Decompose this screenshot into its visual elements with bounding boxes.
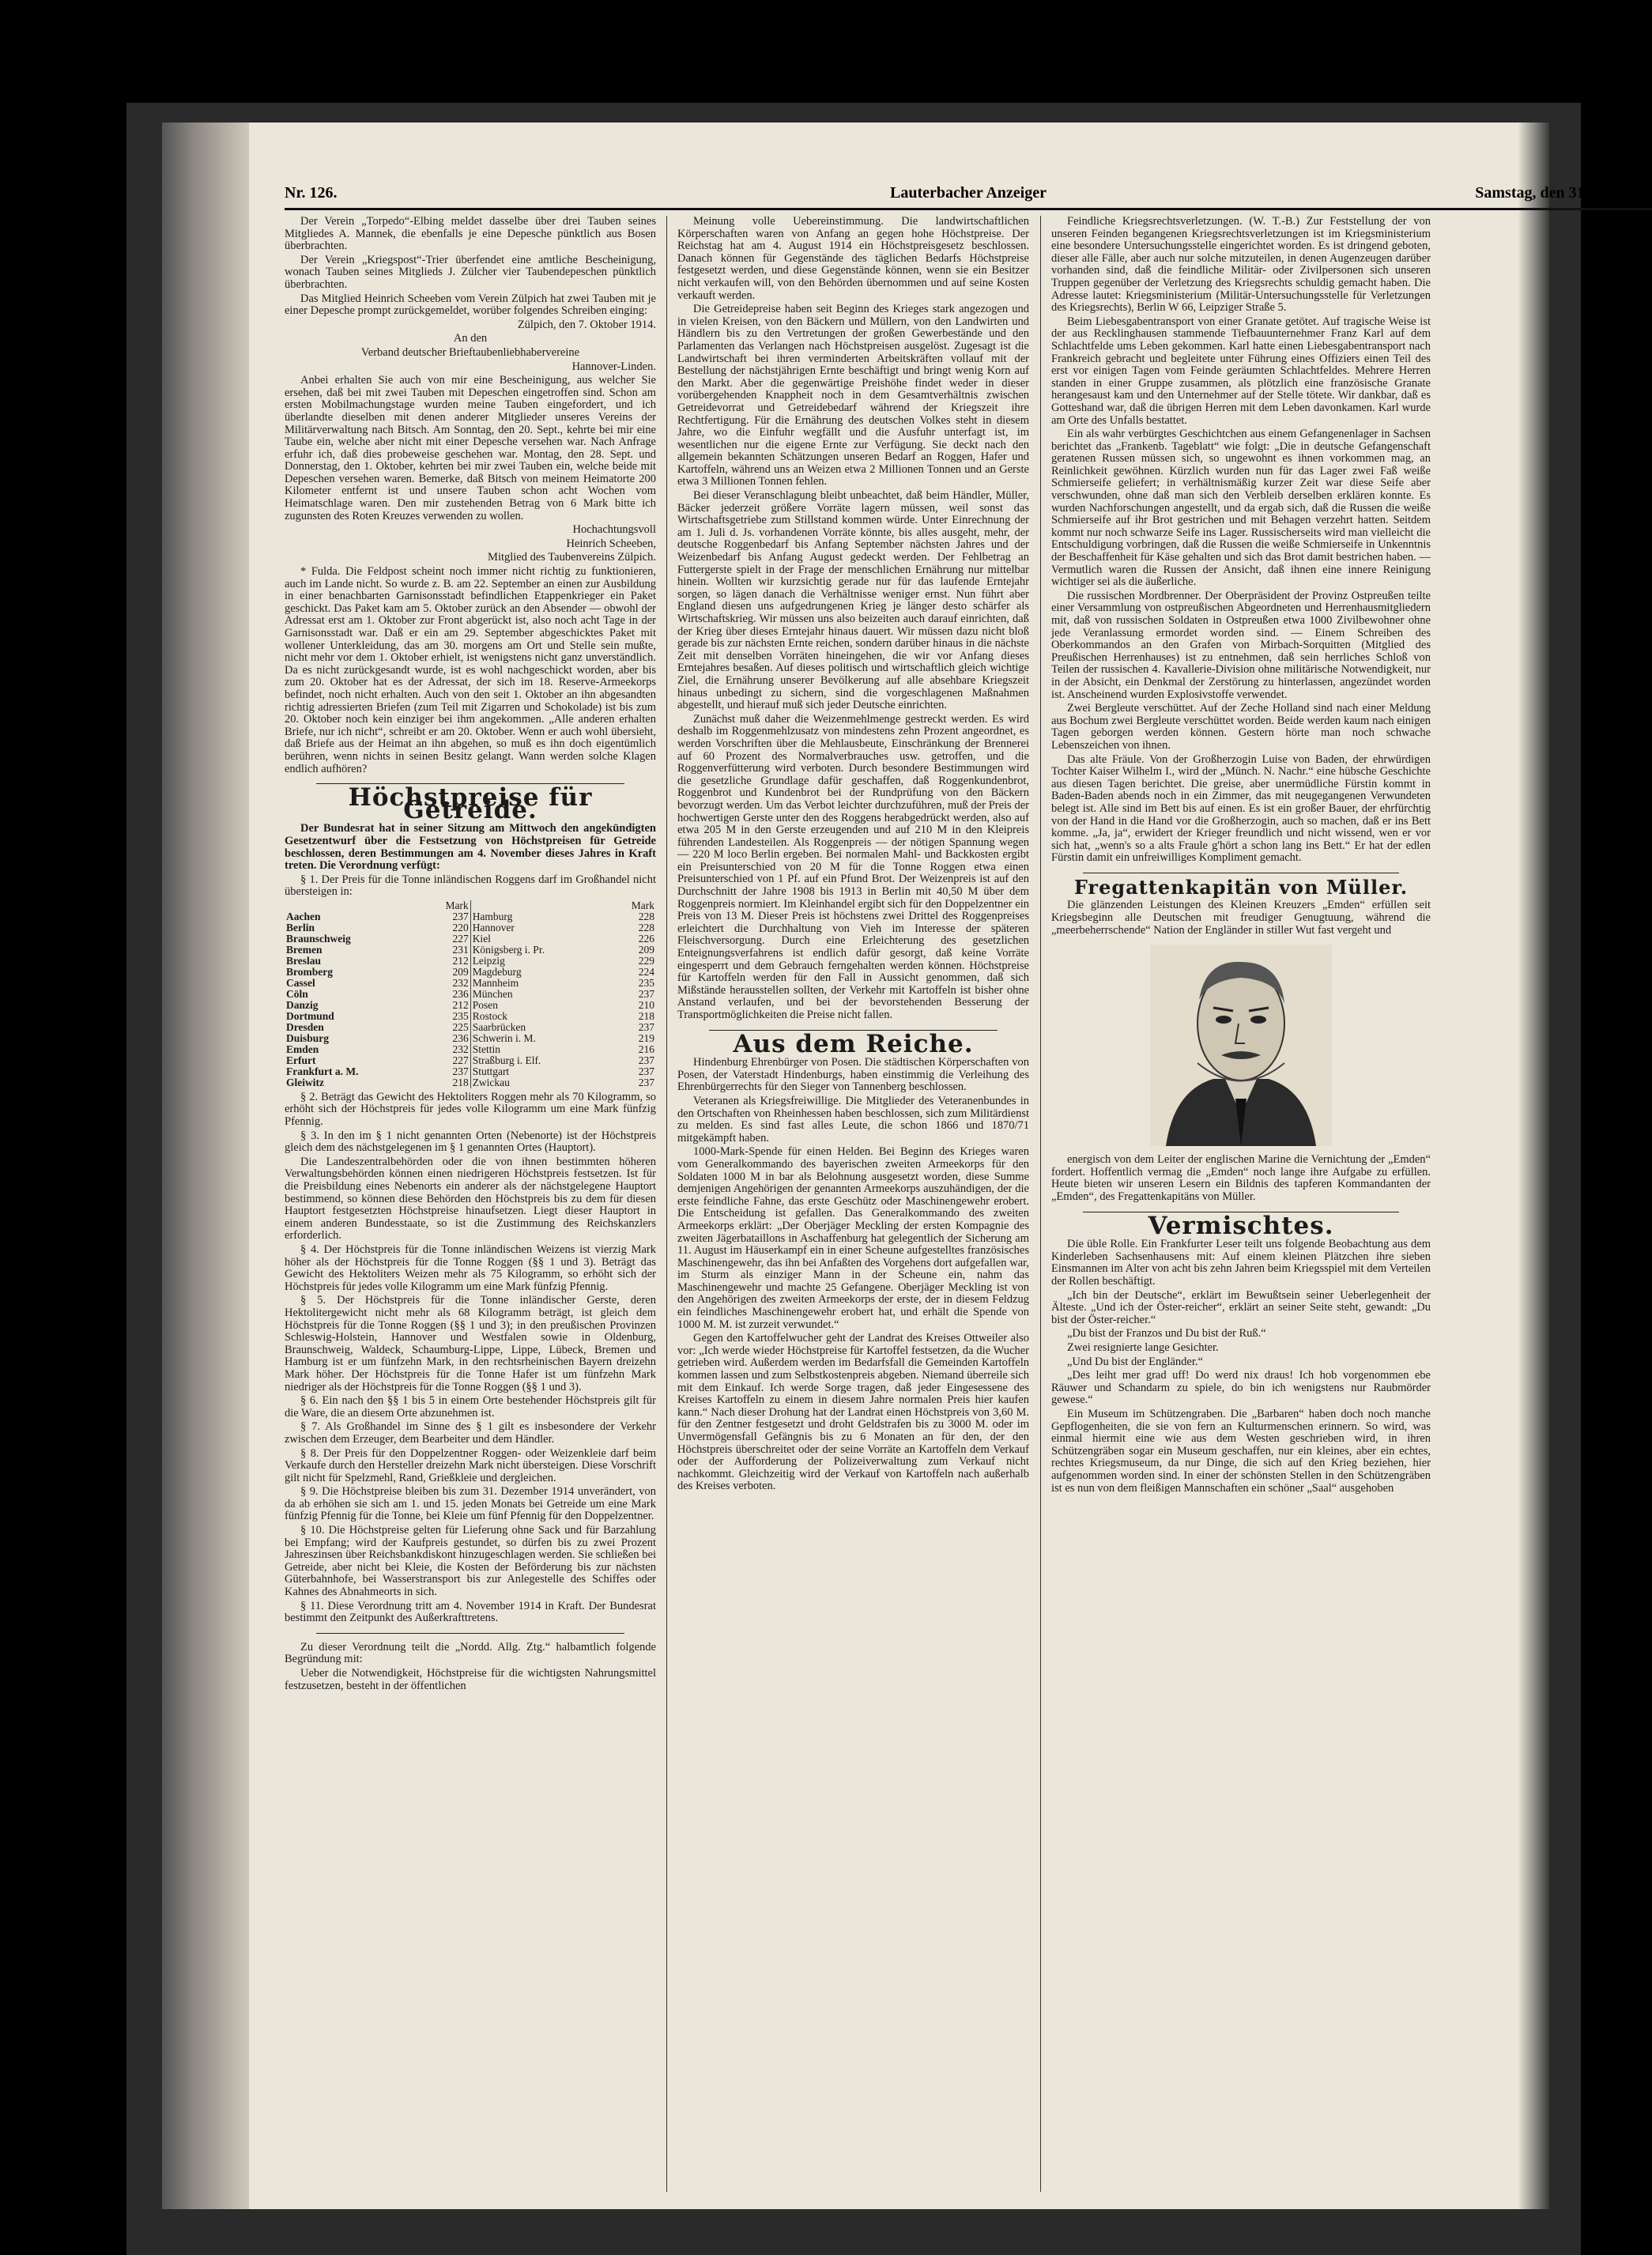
- city-name: Braunschweig: [286, 932, 351, 945]
- issue-number: Nr. 126.: [285, 184, 338, 202]
- price-value: 232: [422, 978, 470, 989]
- city-name: Dresden: [286, 1020, 324, 1033]
- city-name: Breslau: [286, 954, 322, 967]
- letter-place-date: Zülpich, den 7. Oktober 1914.: [517, 318, 656, 331]
- price-row: [285, 1077, 656, 1088]
- letter-signature: Heinrich Scheeben,: [566, 537, 656, 550]
- price-value: 232: [422, 1044, 470, 1055]
- article-paragraph: Zunächst muß daher die Weizenmehlmenge gestreckt werden. Es wird deshalb im Roggenmehlzusatz von mindestens zehn Prozent angeordnet, es werden Vorschriften über die Mehlausbeute, Einschränkung der Brennerei auf 60 Prozent des Normalverbrauches usw. getroffen, und die Roggenverfütterung wird verboten. Durch besondere Bestimmungen wird die gesetzliche Grundlage dafür geschaffen, daß Roggenkundenbrot, Roggenbrot und Kundenbrot bei der Rundprüfung von den Bäckern bevorzugt werden. Um das Verbot leichter durchzuführen, muß der Preis der hochwertigen Gerste unter den des Roggens herabgedrückt werden, also auf etwa 205 M in den Gerste erzeugenden und auf 210 M in den Kleipreis führenden Landesteilen. Als Roggenpreis — der nötigen Spannung wegen — 220 M loco Berlin ergeben. Bei normalen Mahl- und Backkosten ergibt ein Preisunterschied von 20 M für die Tonne Roggen etwa einen Preisunterschied von 1 Pf. auf ein Pfund Brot. Der Weizenpreis ist auf den Durchschnitt der Jahre 1908 bis 1913 in Berlin mit 40,50 M über dem Roggenpreis normiert. Im Kleinhandel ergibt sich für den Doppelzentner ein Preis von 13 M. Dieser Preis ist höchstens zwei Drittel des Roggenpreises erleichtert die Durchhaltung von Vieh im Interesse der späteren Fleischversorgung. Durch eine Erleichterung des gesetzlichen Enteignungsverfahrens ist endlich dafür gesorgt, daß keine Vorräte eingesperrt und dem Gebrauch ferngehalten werden können. Höchstpreise für Kartoffeln werden für den Fall in Aussicht genommen, daß sich Mißstände herausstellen sollten, der Verkehr mit Kartoffeln ist bisher ohne Anstand verlaufen, und bei der bevorstehenden Besserung der Transportmöglichkeiten die Preise nicht fallen.: [677, 712, 1029, 1021]
- city-name: Cöln: [286, 987, 308, 1000]
- price-value: 210: [638, 998, 654, 1011]
- city-name: Danzig: [286, 998, 319, 1011]
- news-item: Veteranen als Kriegsfreiwillige. Die Mitglieder des Veteranenbundes in den Ortschaften von Rheinhessen haben beschlossen, sich zum Militärdienst zu melden. Es sind fast alles Leute, die schon 1866 und 1870/71 mitgekämpft haben.: [677, 1094, 1029, 1144]
- price-row: [285, 967, 656, 978]
- letter-signature-title: Mitglied des Taubenvereins Zülpich.: [488, 551, 656, 564]
- city-name: Straßburg i. Elf.: [472, 1054, 541, 1066]
- price-row: [285, 978, 656, 989]
- article-paragraph: Die glänzenden Leistungen des Kleinen Kreuzers „Emden“ erfüllen seit Kriegsbeginn alle Deutschen mit freudiger Genugtuung, während die „meerbeherrschende“ Nation der Engländer in stiller Wut fast vergeht und: [1051, 899, 1431, 937]
- mark-column-label: Mark: [422, 900, 470, 911]
- price-value: 228: [638, 910, 654, 922]
- city-name: Frankfurt a. M.: [286, 1065, 359, 1077]
- news-item: Zwei resignierte lange Gesichter.: [1067, 1341, 1219, 1354]
- price-value: 212: [422, 956, 470, 967]
- price-value: 209: [422, 967, 470, 978]
- city-name: Gleiwitz: [286, 1076, 324, 1088]
- city-name: Magdeburg: [472, 965, 522, 978]
- column-3: [1051, 216, 1431, 2208]
- city-name: Emden: [286, 1043, 319, 1055]
- price-value: 229: [638, 954, 654, 967]
- city-name: Aachen: [286, 910, 321, 922]
- news-item: Die üble Rolle. Ein Frankfurter Leser teilt uns folgende Beobachtung aus dem Kinderleben Sachsenhausens mit: Auf einem kleinen Plätzchen ihre sieben Einsmannen im Alter von acht bis zehn Jahren beim Kriegsspiel mit dem Verteilen der Rollen beschäftigt.: [1051, 1238, 1431, 1288]
- mark-column-label: Mark: [631, 899, 654, 911]
- price-row: [285, 911, 656, 922]
- price-value: 237: [638, 987, 654, 1000]
- city-name: Stuttgart: [472, 1065, 510, 1077]
- price-value: 219: [638, 1031, 654, 1044]
- decree-paragraph: § 3. In den im § 1 nicht genannten Orten (Nebenorte) ist der Höchstpreis gleich dem des nächstgelegenen im § 1 genannten Ortes (Hauptort).: [285, 1129, 656, 1155]
- news-item: Hindenburg Ehrenbürger von Posen. Die städtischen Körperschaften von Posen, der Vaterstadt Hindenburgs, haben einstimmig die Verleihung des Ehrenbürgerrechts für den Sieger von Tannenberg beschlossen.: [677, 1056, 1029, 1094]
- price-row: [285, 1044, 656, 1055]
- city-name: Erfurt: [286, 1054, 316, 1066]
- news-item: „Des leiht mer grad uff! Do werd nix draus! Ich hob vorgenommen ebe Räuwer und Schandarm zu spiele, do bin ich wenigstens nur Raubmörder gewese.“: [1051, 1369, 1431, 1407]
- price-row: [285, 945, 656, 956]
- decree-paragraph: § 9. Die Höchstpreise bleiben bis zum 31. Dezember 1914 unverändert, von da ab erhöhen sie sich am 1. und 15. jeden Monats bei Getreide um eine Mark fünfzig Pfennig für die Tonne, bei Kleie um fünf Pfennig für den Doppelzentner.: [285, 1485, 656, 1523]
- decree-paragraph: § 1. Der Preis für die Tonne inländischen Roggens darf im Großhandel nicht übersteigen in:: [285, 873, 656, 899]
- news-item: Ein Museum im Schützengraben. Die „Barbaren“ haben doch noch manche Gepflogenheiten, die sie von fern an Kulturmenschen erinnern. So wird, was einmal hiermit eine wie aus dem Westen geschrieben wird, in ihren Schützengräben sogar ein Museum geschaffen, nur ein kleines, aber ein echtes, rechtes Kriegsmuseum, da nur Dinge, die sich auf den Krieg beziehen, hier aufgenommen worden sind. In einer der schönsten Stellen in den Schützengräben ist es nun von dem fleißigen Mannschaften ein schöner „Saal“ ausgehoben: [1051, 1407, 1431, 1495]
- price-value: 216: [638, 1043, 654, 1055]
- news-item: Beim Liebesgabentransport von einer Granate getötet. Auf tragische Weise ist der aus Recklinghausen stammende Tiefbauunternehmer Franz Karl auf dem Schlachtfelde ums Leben gekommen. Karl hatte einen Liebesgabentransport nach Frankreich gebracht und begleitete unter Führung eines Offiziers einen Teil des erst vor einigen Tagen vom Feinde geräumten Schlachtfeldes. Mehrere Herren standen in einer Gruppe zusammen, als plötzlich eine französische Granate herangesaust kam und den Unternehmer auf der Stelle tötete. Wir dankbar, daß es Gotteshand war, daß die übrigen Herren mit dem Leben davonkamen. Karl wurde am Orte des Unfalls bestattet.: [1051, 315, 1431, 427]
- news-item: „Ich bin der Deutsche“, erklärt im Bewußtsein seiner Ueberlegenheit der Älteste. „Und ich der Öster-reicher“, erklärt an seiner Seite steht, gewandt: „Du bist der Öster-reicher.“: [1051, 1288, 1431, 1326]
- article-paragraph: Der Verein „Torpedo“-Elbing meldet dasselbe über drei Tauben seines Mitgliedes A. Mannek, die ebenfalls je eine Depesche pünktlich aus Bosen überbrachten.: [285, 215, 656, 253]
- column-2: [677, 216, 1029, 2208]
- price-value: 236: [422, 989, 470, 1000]
- price-row: [285, 1022, 656, 1033]
- newspaper-title: Lauterbacher Anzeiger: [890, 184, 1047, 202]
- price-value: 228: [638, 921, 654, 933]
- price-value: 236: [422, 1033, 470, 1044]
- column-divider: [1040, 216, 1041, 2192]
- decree-paragraph: § 11. Diese Verordnung tritt am 4. November 1914 in Kraft. Der Bundesrat bestimmt den Zeitpunkt des Außerkrafttretens.: [285, 1599, 656, 1625]
- price-row: [285, 989, 656, 1000]
- decree-paragraph: § 7. Als Großhandel im Sinne des § 1 gilt es insbesondere der Verkehr zwischen dem Erzeuger, dem Bearbeiter und dem Händler.: [285, 1420, 656, 1446]
- price-value: 218: [638, 1009, 654, 1022]
- section-heading: Vermischtes.: [1148, 1211, 1334, 1240]
- city-name: Dortmund: [286, 1009, 334, 1022]
- price-table: [285, 900, 656, 1088]
- page-header: [285, 184, 1652, 210]
- city-name: Hannover: [472, 921, 515, 933]
- city-name: Berlin: [286, 921, 315, 933]
- city-name: Bromberg: [286, 965, 333, 978]
- city-name: Duisburg: [286, 1031, 330, 1044]
- price-value: 220: [422, 922, 470, 933]
- price-row: [285, 1055, 656, 1066]
- article-paragraph: Ueber die Notwendigkeit, Höchstpreise für die wichtigsten Nahrungsmittel festzusetzen, besteht in der öffentlichen: [285, 1667, 656, 1692]
- decree-intro: Der Bundesrat hat in seiner Sitzung am Mittwoch den angekündigten Gesetzentwurf über die Festsetzung von Höchstpreisen für Getreide beschlossen, deren Bestimmungen am 4. November dieses Jahres in Kraft treten. Die Verordnung verfügt:: [285, 822, 656, 873]
- news-item: Die russischen Mordbrenner. Der Oberpräsident der Provinz Ostpreußen teilte einer Versammlung von ostpreußischen Abgeordneten und Herrenhausmitgliedern mit, daß von russischen Soldaten in Ostpreußen etwa 1000 Zivilbewohner ohne jede Veranlassung ermordet worden sind. — Einem Schreiben des Oberkommandos an den Grafen von Mirbach-Sorquitten (Mitglied des Preußischen Herrenhauses) ist zu entnehmen, daß sein herrliches Schloß von Teilen der russischen 4. Kavallerie-Division ohne militärische Notwendigkeit, nur in der Absicht, ein Denkmal der Zerstörung zu hinterlassen, angezündet worden ist. Anscheinend wurden Explosivstoffe verwendet.: [1051, 589, 1431, 701]
- price-row: [285, 922, 656, 933]
- section-heading: Aus dem Reiche.: [733, 1029, 974, 1058]
- price-value: 225: [422, 1022, 470, 1033]
- article-paragraph: Der Verein „Kriegspost“-Trier überfendet eine amtliche Bescheinigung, wonach Tauben seines Mitglieds J. Zülcher vier Taubendepeschen pünktlich überbrachten.: [285, 253, 656, 291]
- decree-paragraph: § 10. Die Höchstpreise gelten für Lieferung ohne Sack und für Barzahlung bei Empfang; wird der Kaufpreis gestundet, so dürfen bis zu zwei Prozent Jahreszinsen über Reichsbankdiskont hinzugeschlagen werden. Sie schließen bei Getreide, aber nicht bei Kleie, die Kosten der Beförderung bis zur nächsten Güterbahnhofe, bei Wasserstransport bis zur Anlegestelle des Schiffes oder Kahnes des Abnahmeorts in sich.: [285, 1524, 656, 1599]
- price-row: [285, 1066, 656, 1077]
- decree-paragraph: § 6. Ein nach den §§ 1 bis 5 in einem Orte bestehender Höchstpreis gilt für die Ware, die an diesem Orte abzunehmen ist.: [285, 1394, 656, 1420]
- price-row: [285, 1000, 656, 1011]
- letter-closing: Hochachtungsvoll: [572, 523, 656, 537]
- price-value: 237: [422, 911, 470, 922]
- article-paragraph: Bei dieser Veranschlagung bleibt unbeachtet, daß beim Händler, Müller, Bäcker jederzeit größere Vorräte lagern müssen, weil sonst das Wirtschaftsgetriebe zum Stillstand kommen würde. Unter Einrechnung der am 1. Juli d. Js. vorhandenen Vorräte könnte, bis alles ausgeht, mehr, der deutsche Roggenbedarf bis Anfang September nächsten Jahres und der Weizenbedarf bis Anfang August gedeckt werden. Der Fehlbetrag an Futtergerste spielt in der Frage der menschlichen Ernährung nur mittelbar hinein. Wollten wir kurzsichtig gerade nur für das laufende Erntejahr sorgen, so lägen danach die Verhältnisse weniger ernst. Nun führt aber England diesen uns aufgedrungenen Krieg je länger desto schärfer als Wirtschaftskrieg. Wir müssen uns also beizeiten auch darauf einrichten, daß der Krieg über dieses Erntejahr hinaus dauert. Wir müssen dazu nicht bloß gerade bis zur nächsten Ernte reichen, sondern darüber hinaus in die nächste Zeit mit denselben Vorräten hineingehen, die wir vor Anfang dieses Erntejahres besaßen. Auf dieses politisch und wirtschaftlich gleich wichtige Ziel, die Ernährung unserer Bevölkerung auf alle absehbare Kriegszeit hinaus unbedingt zu sichern, sind die vorgeschlagenen Maßnahmen abgestellt, und hierauf muß sich jeder Deutsche einrichten.: [677, 489, 1029, 712]
- city-name: Schwerin i. M.: [472, 1031, 536, 1044]
- price-row: [285, 956, 656, 967]
- price-row: [285, 933, 656, 945]
- city-name: Hamburg: [472, 910, 513, 922]
- section-heading: Höchstpreise für Getreide.: [348, 783, 593, 824]
- article-paragraph: Zu dieser Verordnung teilt die „Nordd. Allg. Ztg.“ halbamtlich folgende Begründung mit:: [285, 1640, 656, 1666]
- price-value: 237: [638, 1076, 654, 1088]
- price-value: 237: [638, 1054, 654, 1066]
- fulda-article: * Fulda. Die Feldpost scheint noch immer nicht richtig zu funktionieren, auch im Lande nicht. So wurde z. B. am 22. September an einen zur Ausbildung in einer benachbarten Garnisonsstadt befindlichen Etappenkrieger ein Paket geschickt. Das Paket kam am 5. Oktober zurück an den Absender — obwohl der Adressat erst am 1. Oktober zur Front abgerückt ist, also noch acht Tage in der Garnisonsstadt war. Daß er ein am 29. September abgeschicktes Paket mit wollener Unterkleidung, das am 30. morgens am Ort und Stelle sein mußte, nicht mehr vor dem 1. Oktober erhielt, ist wenigstens nicht ganz unverständlich. Da es nicht zurückgesandt wurde, ist es wohl nachgeschickt worden, aber bis zum 20. Oktober hat es der Adressat, der sich im 18. Reserve-Armeekorps befindet, noch nicht erhalten. Auch von den seit 1. Oktober an ihn abgesandten richtig adressierten Briefen (zum Teil mit Zigarren und Schokolade) ist bis zum 20. Oktober noch kein einziger bei ihm angekommen. „Alle anderen erhalten Briefe, nur ich nicht“, schreibt er am 20. Oktober. Wenn er auch wohl übersieht, daß Briefe aus der Heimat an ihn abgehen, so muß es ihn doch eigentümlich berühren, wenn nichts in seinen Besitz gelangt. Wann werden solche Klagen endlich aufhören?: [285, 565, 656, 775]
- news-item: Feindliche Kriegsrechtsverletzungen. (W. T.-B.) Zur Feststellung der von unseren Feinden begangenen Kriegsrechtsverletzungen ist im Kriegsministerium eine besondere Untersuchungsstelle eingerichtet worden. Es ist dringend geboten, dieser alle Fälle, aber auch nur solche mitzuteilen, in denen Augenzeugen darüber vorhanden sind, daß die feindliche Militär- oder Zivilpersonen sich unseren Truppen gegenüber der Verletzung des Kriegsrechts schuldig gemacht haben. Die Adresse lautet: Kriegsministerium (Militär-Untersuchungsstelle für Verletzungen des Kriegsrechts), Berlin W 66, Leipziger Straße 5.: [1051, 215, 1431, 315]
- city-name: Zwickau: [472, 1076, 510, 1088]
- section-heading: Fregattenkapitän von Müller.: [1073, 875, 1409, 899]
- issue-date: Samstag, den 31. Oktober.: [1475, 184, 1652, 202]
- portrait-illustration: [1150, 945, 1332, 1146]
- letter-body: Anbei erhalten Sie auch von mir eine Bescheinigung, aus welcher Sie ersehen, daß bei mit zwei Tauben mit Depeschen eingetroffen sind. Schon am ersten Mobilmachungstage wurden meine Tauben eingefordert, und ich überlandte dieselben mit denen anderer Mitglieder unseres Vereins der Militärverwaltung nach Bitsch. Am Sonntag, den 20. Sept., kehrte bei mir eine Taube ein, welche aber nicht mit einer Depesche versehen war. Nach Anfrage erfuhr ich, daß dies probeweise geschehen war. Montag, den 28. Sept. und Donnerstag, den 1. Oktober, kehrten bei mir zwei Tauben ein, welche beide mit Depeschen versehen waren. Bemerke, daß Bitsch von meinem Heimatorte 200 Kilometer entfernt ist und unsere Tauben schon acht Wochen vom Heimatschlage waren. Den mir zustehenden Betrag von 6 Mark bitte ich zugunsten des Roten Kreuzes verwenden zu wollen.: [285, 374, 656, 522]
- newspaper-page: [162, 123, 1652, 2209]
- decree-paragraph: § 5. Der Höchstpreis für die Tonne inländischer Gerste, deren Hektolitergewicht nicht mehr als 68 Kilogramm beträgt, ist gleich dem Höchstpreis für die Tonne Roggen (§§ 1 und 3); in den preußischen Provinzen Schleswig-Holstein, Hannover und Westfalen sowie in Oldenburg, Braunschweig, Waldeck, Schaumburg-Lippe, Lippe, Lübeck, Bremen und Hamburg ist er um fünfzehn Mark, in den rechtsrheinischen Bayern dreizehn Mark höher. Der Höchstpreis für die Tonne Hafer ist um fünfzehn Mark niedriger als der Höchstpreis für die Tonne Roggen (§§ 1 und 3).: [285, 1294, 656, 1393]
- price-value: 237: [638, 1020, 654, 1033]
- price-value: 237: [638, 1065, 654, 1077]
- price-value: 209: [638, 943, 654, 956]
- city-name: Kiel: [472, 932, 491, 945]
- news-item: Das alte Fräule. Von der Großherzogin Luise von Baden, der ehrwürdigen Tochter Kaiser Wilhelm I., wird der „Münch. N. Nachr.“ eine hübsche Geschichte aus diesen Tagen berichtet. Die greise, aber unermüdliche Fürstin kommt in Baden-Baden abends noch in ein Zimmer, das mit neugegangenen Verwundeten belegt ist. Alle sind im Bett bis auf einen. Es ist ein großer Bauer, der ehrfürchtig von der Hand in die Hand vor die Großherzogin, auch so machen, daß er ins Bett komme. „Ja, ja“, erwidert der Krieger freundlich und nicht wissend, wen er vor sich hat, „wenn's so a alts Fraule g'hört a schon lang ins Bett.“ Er hat der edlen Fürstin damit ein unfreiwilliges Kompliment gemacht.: [1051, 752, 1431, 865]
- city-name: Posen: [472, 998, 498, 1011]
- decree-paragraph: § 8. Der Preis für den Doppelzentner Roggen- oder Weizenkleie darf beim Verkaufe durch den Hersteller dreizehn Mark nicht übersteigen. Diese Vorschrift gilt nicht für Spelzmehl, Rand, Grießkleie und dergleichen.: [285, 1446, 656, 1484]
- price-value: 227: [422, 1055, 470, 1066]
- price-value: 224: [638, 965, 654, 978]
- section-rule: [316, 1633, 624, 1634]
- price-row: [285, 1033, 656, 1044]
- letter-address-line: Hannover-Linden.: [571, 360, 656, 373]
- article-paragraph: energisch von dem Leiter der englischen Marine die Vernichtung der „Emden“ fordert. Hoffentlich vermag die „Emden“ noch lange ihre Aufgabe zu erfüllen. Heute bieten wir unseren Lesern ein Bildnis des tapferen Kommandanten der „Emden“, des Fregattenkapitäns von Müller.: [1051, 1153, 1431, 1204]
- page-edge-shadow: [1518, 123, 1549, 2209]
- letter-address-line: Verband deutscher Brieftaubenliebhabervereine: [360, 345, 580, 359]
- letter-address-line: An den: [453, 332, 488, 345]
- article-paragraph: Die Getreidepreise haben seit Beginn des Krieges stark angezogen und in vielen Kreisen, von den Bäckern und Müllern, von den Landwirten und Händlern bis zu den Vertretungen der großen Gewerbestände und den Parlamenten das Verlangen nach Höchstpreisen ausgelöst. Zugesagt ist die Landwirtschaft bei ihren verminderten Arbeitskräften vollauf mit der Bestellung der nächstjährigen Ernte beschäftigt und bringt wenig Korn auf den Markt. Aber die gegenwärtige Preishöhe findet weder in dieser vorübergehenden Knappheit noch in dem Gesamtverhältnis zwischen Getreidevorrat und Getreidebedarf während der Kriegszeit ihre Rechtfertigung. Für die Ernährung des deutschen Volkes steht in diesem Jahre, wo die Einfuhr wegfällt und die Ausfuhr unterfagt ist, im wesentlichen nur die eigene Ernte zur Verfügung. Sie deckt nach den allgemein bekannten Schätzungen unseren Bedarf an Roggen, Hafer und Kartoffeln, während uns an Weizen etwa 2 Millionen Tonnen und an Gerste etwa 3 Millionen Tonnen fehlen.: [677, 303, 1029, 488]
- price-value: 218: [422, 1077, 470, 1088]
- city-name: Cassel: [286, 976, 315, 989]
- city-name: Leipzig: [472, 954, 505, 967]
- column-divider: [666, 216, 667, 2192]
- city-name: Mannheim: [472, 976, 519, 989]
- column-1: [285, 216, 656, 2208]
- news-item: „Und Du bist der Engländer.“: [1067, 1355, 1203, 1368]
- article-paragraph: Meinung volle Uebereinstimmung. Die landwirtschaftlichen Körperschaften waren von Anfang an gegen hohe Höchstpreise. Der Reichstag hat am 4. August 1914 ein Höchstpreisgesetz beschlossen. Danach können für Gegenstände des täglichen Bedarfs Höchstpreise festgesetzt werden, und diese Gegenstände können, wenn sie ein Besitzer nicht verkaufen will, von den Behörden übernommen und auf seine Kosten verkauft werden.: [677, 215, 1029, 302]
- news-item: Zwei Bergleute verschüttet. Auf der Zeche Holland sind nach einer Meldung aus Bochum zwei Bergleute verschüttet worden. Beide werden kaum nach einigen Tagen geborgen werden können. Gestern hörte man noch schwache Lebenszeichen von ihnen.: [1051, 702, 1431, 752]
- price-value: 231: [422, 945, 470, 956]
- article-paragraph: Das Mitglied Heinrich Scheeben vom Verein Zülpich hat zwei Tauben mit je einer Depesche prompt zurückgemeldet, worüber folgendes Schreiben einging:: [285, 292, 656, 318]
- city-name: München: [472, 987, 513, 1000]
- price-value: 226: [638, 932, 654, 945]
- price-value: 237: [422, 1066, 470, 1077]
- city-name: Königsberg i. Pr.: [472, 943, 545, 956]
- city-name: Rostock: [472, 1009, 507, 1022]
- city-name: Saarbrücken: [472, 1020, 526, 1033]
- price-value: 227: [422, 933, 470, 945]
- decree-paragraph: § 2. Beträgt das Gewicht des Hektoliters Roggen mehr als 70 Kilogramm, so erhöht sich der Höchstpreis für jedes volle Kilogramm um eine Mark fünfzig Pfennig.: [285, 1090, 656, 1129]
- price-value: 235: [422, 1011, 470, 1022]
- price-row: [285, 1011, 656, 1022]
- news-item: Ein als wahr verbürgtes Geschichtchen aus einem Gefangenenlager in Sachsen berichtet das „Frankenb. Tageblatt“ wie folgt: „Die in deutsche Gefangenschaft geratenen Russen müssen sich, so ungewohnt es ihnen vorkommen mag, an Reinlichkeit gewöhnen. Kürzlich wurden nun für das Lager zwei Faß weiße Schmierseife geliefert; in verhältnismäßig kurzer Zeit war diese Seife aber verschwunden, ohne daß man sich den Verbleib derselben erklären konnte. Es wurden Nachforschungen angestellt, und da ergab sich, daß die Russen die weiße Schmierseife auf ihr Brot gestrichen und mit Behagen verzehrt hatten. Seitdem kommt nur noch schwarze Seife ins Lager. Russischerseits wird man vielleicht die Entschuldigung vorbringen, daß die Russen die weiße Schmierseife in Unkenntnis der Beschaffenheit für Käse gehalten und sich das Brot damit bestrichen haben. — Vermutlich waren die Russen der Ansicht, daß ihnen eine innere Reinigung wichtiger sei als die äußerliche.: [1051, 428, 1431, 589]
- city-name: Stettin: [472, 1043, 500, 1055]
- decree-paragraph: Die Landeszentralbehörden oder die von ihnen bestimmten höheren Verwaltungsbehörden können einen niedrigeren Höchstpreis festsetzen. Ist für die Preisbildung eines Nebenorts ein anderer als der nächstgelegene Hauptort bestimmend, so können diese Behörden den Höchstpreis bis zu dem für diesen Hauptort festgesetzten Höchstpreise hinaufsetzen. Liegt dieser Hauptort in einem anderen Bundesstaate, so ist die Zustimmung des Reichskanzlers erforderlich.: [285, 1155, 656, 1243]
- news-item: Gegen den Kartoffelwucher geht der Landrat des Kreises Ottweiler also vor: „Ich werde wieder Höchstpreise für Kartoffel festsetzen, da die Wucher getrieben wird. Außerdem werden im Bedarfsfall die Gemeinden Kartoffeln kommen lassen und zum Selbstkostenpreis abgeben. Niemand überreile sich mit dem Einkauf. Ich werde Sorge tragen, daß jeder Eingesessene des Kreises Kartoffeln zu einem in diesem Jahre normalen Preis hier kaufen kann.“ Nach dieser Drohung hat der Landrat einen Höchstpreis von 3,60 M. für den Zentner festgesetzt und droht Geldstrafen bis zu 3000 M. oder im Unvermögensfall Gefängnis bis zu 6 Monaten an für den, der den Höchstpreis überschreitet oder der seine Vorräte an Kartoffeln dem Verkauf oder der Aufforderung der Polizeiverwaltung zum Verkauf nicht nachkommt. Gleichzeitig wird der Verkauf von Kartoffeln nach außerhalb des Kreises verboten.: [677, 1332, 1029, 1493]
- price-value: 235: [638, 976, 654, 989]
- news-item: „Du bist der Franzos und Du bist der Ruß.“: [1067, 1327, 1266, 1341]
- news-item: 1000-Mark-Spende für einen Helden. Bei Beginn des Krieges waren vom Generalkommando des bayerischen zweiten Armeekorps für den Soldaten 1000 M in bar als Belohnung ausgesetzt worden, diese Summe demjenigen Angehörigen der genannten Armeekorps auszuhändigen, der die erste feindliche Fahne, das erste Geschütz oder Maschinengewehr erobert. Die Entscheidung ist gefallen. Das Generalkommando des zweiten Armeekorps erklärt: „Der Oberjäger Meckling der ersten Kompagnie des zweiten Jägerbataillons in Aschaffenburg hat gelegentlich der Sicherung am 11. August im Häuserkampf ein in einer Scheune aufgestelltes französisches Maschinengewehr, das ihn bei Anfaßten des Vorgehens dort aufgefallen war, im Sturm als einziger Mann in der Scheune ein, nahm das Maschinengewehr und machte 25 Gefangene. Oberjäger Meckling ist von den Angehörigen des zweiten Armeekorps der erste, der in diesem Feldzug ein feindliches Maschinengewehr erobert hat, und erhält die Spende von 1000 M. M. ist zurzeit verwundet.“: [677, 1145, 1029, 1331]
- decree-paragraph: § 4. Der Höchstpreis für die Tonne inländischen Weizens ist vierzig Mark höher als der Höchstpreis für die Tonne Roggen (§§ 1 und 3). Beträgt das Gewicht des Hektoliters Weizen mehr als 75 Kilogramm, so erhöht sich der Höchstpreis für jedes volle Kilogramm um eine Mark fünfzig Pfennig.: [285, 1243, 656, 1293]
- city-name: Bremen: [286, 943, 322, 956]
- price-value: 212: [422, 1000, 470, 1011]
